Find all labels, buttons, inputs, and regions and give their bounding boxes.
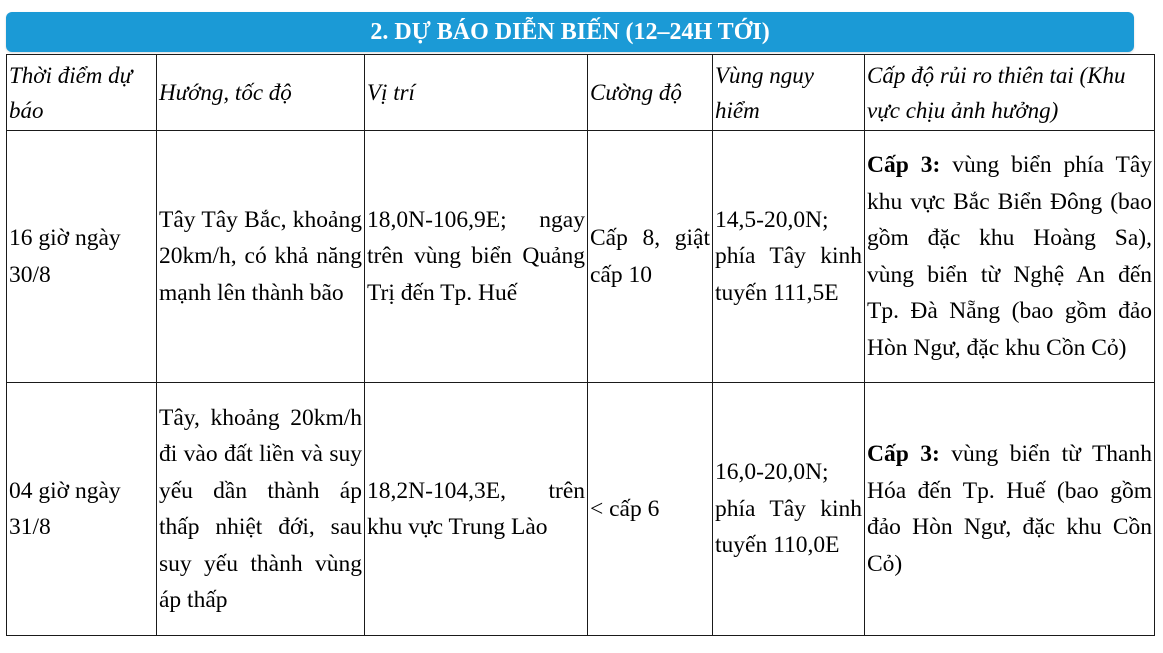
cell-position: 18,2N-104,3E, trên khu vực Trung Lào	[365, 383, 588, 636]
risk-level-text: vùng biển từ Thanh Hóa đến Tp. Huế (bao gồm đảo Hòn Ngư, đặc khu Cồn Cỏ)	[867, 441, 1152, 577]
header-position: Vị trí	[365, 55, 588, 131]
cell-danger-zone: 14,5-20,0N; phía Tây kinh tuyến 111,5E	[713, 131, 865, 383]
section-title-banner: 2. DỰ BÁO DIỄN BIẾN (12–24H TỚI)	[6, 12, 1134, 52]
cell-position: 18,0N-106,9E; ngay trên vùng biển Quảng Trị đến Tp. Huế	[365, 131, 588, 383]
cell-time: 16 giờ ngày 30/8	[7, 131, 157, 383]
cell-direction: Tây, khoảng 20km/h đi vào đất liền và suy yếu dần thành áp thấp nhiệt đới, sau suy yếu thành vùng áp thấp	[157, 383, 365, 636]
cell-intensity: Cấp 8, giật cấp 10	[588, 131, 713, 383]
header-time: Thời điểm dự báo	[7, 55, 157, 131]
forecast-table	[6, 54, 1155, 636]
risk-level-label: Cấp 3:	[867, 152, 941, 178]
header-danger-zone: Vùng nguy hiểm	[713, 55, 865, 131]
header-direction: Hướng, tốc độ	[157, 55, 365, 131]
header-intensity: Cường độ	[588, 55, 713, 131]
table-row	[7, 383, 1155, 636]
cell-direction: Tây Tây Bắc, khoảng 20km/h, có khả năng mạnh lên thành bão	[157, 131, 365, 383]
cell-danger-zone: 16,0-20,0N; phía Tây kinh tuyến 110,0E	[713, 383, 865, 636]
table-row	[7, 131, 1155, 383]
cell-risk-level	[865, 383, 1155, 636]
table-header-row	[7, 55, 1155, 131]
cell-time: 04 giờ ngày 31/8	[7, 383, 157, 636]
cell-risk-level	[865, 131, 1155, 383]
risk-level-label: Cấp 3:	[867, 441, 940, 467]
risk-level-text: vùng biển phía Tây khu vực Bắc Biển Đông (bao gồm đặc khu Hoàng Sa), vùng biển từ Nghệ An đến Tp. Đà Nẵng (bao gồm đảo Hòn Ngư, đặc khu Cồn Cỏ)	[867, 152, 1153, 361]
cell-intensity: < cấp 6	[588, 383, 713, 636]
header-risk-level: Cấp độ rủi ro thiên tai (Khu vực chịu ảnh hưởng)	[865, 55, 1155, 131]
